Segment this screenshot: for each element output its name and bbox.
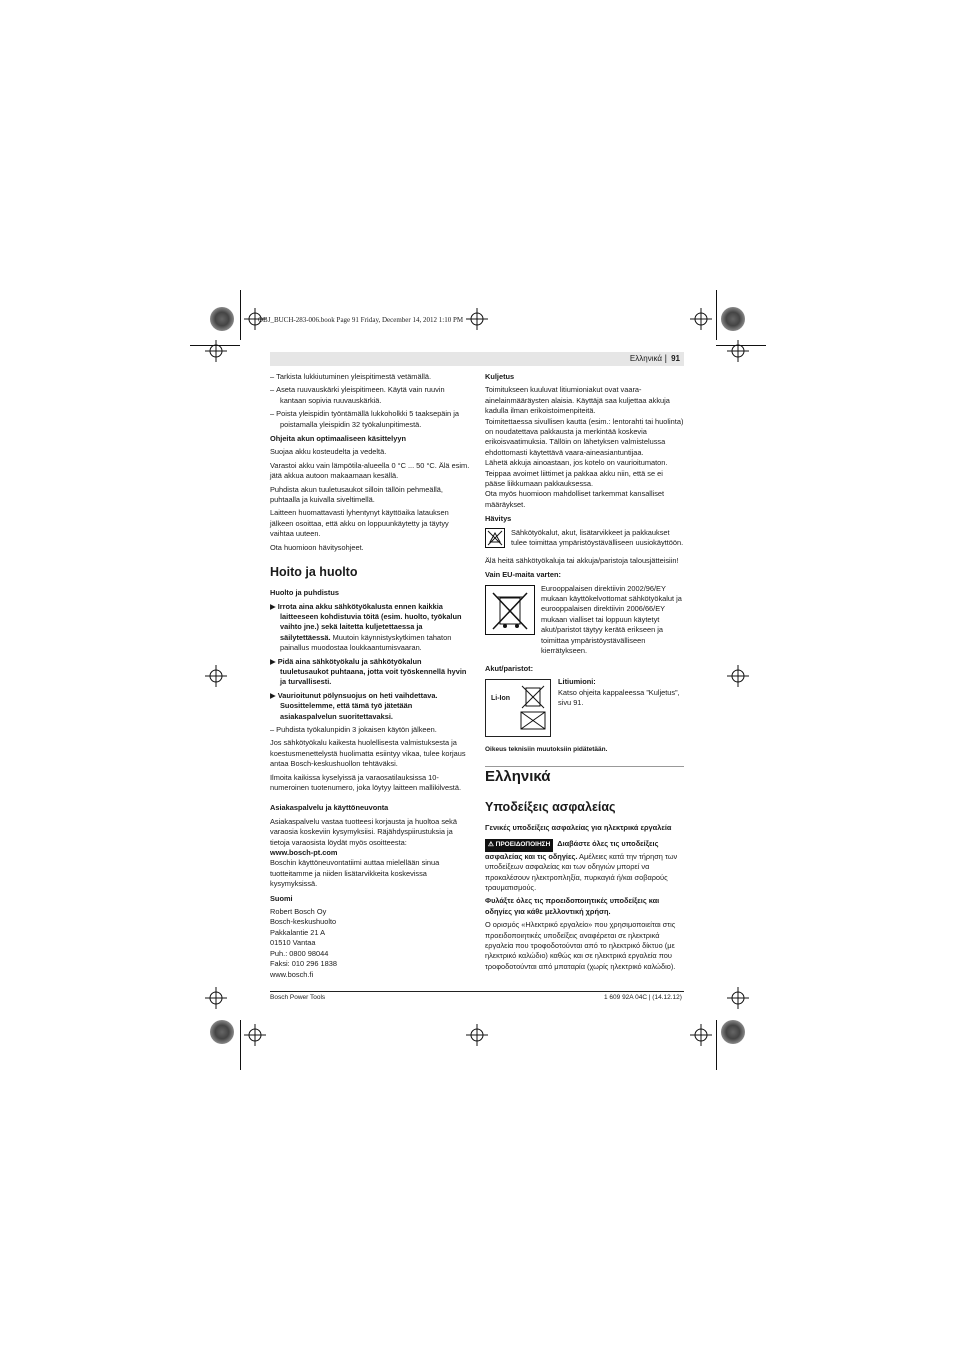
address-block — [270, 907, 470, 980]
print-header: OBJ_BUCH-283-006.book Page 91 Friday, December 14, 2012 1:10 PM — [258, 316, 464, 324]
address-line: 01510 Vantaa — [270, 938, 316, 948]
left-column — [270, 372, 470, 980]
crop-mark — [240, 290, 241, 340]
crop-mark — [240, 1020, 241, 1070]
registration-crosshair-icon — [690, 1024, 712, 1046]
paragraph: Varastoi akku vain lämpötila-alueella 0 °C ... 50 °C. Älä esim. jätä akkua autoon makaamaan kesällä. — [270, 460, 470, 481]
page-number: 91 — [671, 354, 680, 363]
paragraph: Puhdista akun tuuletusaukot silloin tällöin pehmeällä, puhtaalla ja kuivalla siveltimellä. — [270, 484, 443, 505]
registration-crosshair-icon — [466, 308, 488, 330]
paragraph: Lähetä akkuja ainoastaan, jos kotelo on vaurioitumaton. Teippaa avoimet liittimet ja pakkaa akku niin, että se ei pääse liikkumaan pakkauksessa. — [485, 458, 668, 489]
footer-rule — [270, 991, 684, 992]
disposal-block — [485, 528, 684, 552]
warning-paragraph: ⚠ ΠΡΟΕΙΔΟΠΟΙΗΣΗ Διαβάστε όλες τις υποδείξεις ασφαλείας και τις οδηγίες. Αμέλειες κατά την τήρηση των υποδείξεων ασφαλείας και των οδηγιών μπορεί να προκαλέσουν ηλεκτροπληξία, πυρκαγιά ή/και σοβαρούς τραυματισμούς. — [485, 839, 678, 893]
right-column — [485, 372, 684, 758]
crop-mark — [716, 1020, 717, 1070]
general-heading: Γενικές υποδείξεις ασφαλείας για ηλεκτρικά εργαλεία — [485, 823, 672, 832]
safety-bullet: ▶ Vaurioitunut pölynsuojus on heti vaihdettava. Suosittelemme, että tämä työ jätetään asiakaspalvelun suoritettavaksi. — [270, 690, 438, 721]
list-item: – Tarkista lukkiutuminen yleispitimestä vetämällä. — [270, 372, 432, 381]
paragraph: Ο ορισμός «Ηλεκτρικό εργαλείο» που χρησιμοποιείται στις προειδοποιητικές υποδείξεις αναφέρεται σε ηλεκτρικά εργαλεία που τροφοδοτούνται από το ηλεκτρικό δίκτυο (με ηλεκτρικό καλώδιο) καθώς και σε ηλεκτρικά εργαλεία που τροφοδοτούνται από μπαταρία (χωρίς ηλεκτρικό καλώδιο). — [485, 920, 676, 971]
crossed-bin-icon — [485, 585, 535, 635]
paragraph: Asiakaspalvelu vastaa tuotteesi korjausta ja huoltoa sekä varaosia koskeviin kysymyksiisi. Räjähdyspiirustuksia ja tietoja varaosista löydät myös osoitteesta: — [270, 816, 457, 847]
maintenance-title: Hoito ja huolto — [270, 565, 358, 580]
list-item: – Aseta ruuvauskärki yleispitimeen. Käytä vain ruuvin kantaan sopivia ruuvauskärkiä. — [270, 385, 445, 405]
li-ion-heading: Litiumioni: — [558, 676, 596, 686]
crop-mark — [716, 290, 717, 340]
address-line: Puh.: 0800 98044 — [270, 948, 329, 958]
running-head-separator: | — [664, 353, 667, 363]
address-line[interactable]: www.bosch.fi — [270, 969, 314, 979]
registration-crosshair-icon — [205, 665, 227, 687]
paragraph: Toimitukseen kuuluvat litiumioniakut ovat vaara-ainelainmääräysten alaisia. Käyttäjä saa kuljettaa akkuja kadulla ilman erikoistoimenpiteitä. — [485, 385, 670, 416]
registration-crosshair-icon — [690, 308, 712, 330]
warning-label: ⚠ ΠΡΟΕΙΔΟΠΟΙΗΣΗ — [485, 839, 553, 851]
crossed-bin-icon — [520, 684, 546, 730]
list-item: – Poista yleispidin työntämällä lukkoholkki 5 taaksepäin ja poistamalla yleispidin 32 työkalunpitimestä. — [270, 409, 459, 429]
recycle-icon — [485, 528, 505, 548]
customer-heading: Asiakaspalvelu ja käyttöneuvonta — [270, 803, 389, 813]
footer-brand: Bosch Power Tools — [270, 994, 326, 1001]
registration-crosshair-icon — [244, 308, 266, 330]
paragraph: Katso ohjeita kappaleessa ”Kuljetus”, sivu 91. — [558, 687, 680, 708]
safety-title: Υποδείξεις ασφαλείας — [485, 800, 616, 814]
registration-crosshair-icon — [244, 1024, 266, 1046]
paragraph: Ota myös huomioon mahdolliset tarkemmat kansalliset määräykset. — [485, 489, 665, 509]
list-item: – Puhdista työkalunpidin 3 jokaisen käytön jälkeen. — [270, 724, 437, 734]
disposal-heading: Hävitys — [485, 514, 512, 524]
footer-code: 1 609 92A 04C | (14.12.12) — [604, 994, 682, 1001]
greek-title: Ελληνικά — [485, 768, 551, 785]
paragraph: Toimitettaessa sivullisen kautta (esim.: lentorahti tai huolinta) on noudatettava pakkausta ja merkintää koskevia erikoisvaatimuksia. Tällöin on lähetyksen valmistelussa ehdottomasti käytettävä vaara-aineasiantuntijaa. — [485, 416, 684, 457]
cleaning-heading: Huolto ja puhdistus — [270, 588, 339, 598]
li-ion-label: Li-Ion — [491, 694, 511, 702]
registration-crosshair-icon — [205, 340, 227, 362]
running-head — [270, 352, 684, 366]
safety-bullet: ▶ Pidä aina sähkötyökalu ja sähkötyökalun tuuletusaukot puhtaana, jotta voit työskennellä hyvin ja turvallisesti. — [270, 656, 467, 687]
website-link[interactable]: www.bosch-pt.com — [270, 848, 338, 858]
paragraph: Älä heitä sähkötyökaluja tai akkuja/paristoja talousjätteisiin! — [485, 555, 679, 565]
registration-crosshair-icon — [727, 665, 749, 687]
country-heading: Suomi — [270, 893, 293, 903]
address-line: Robert Bosch Oy — [270, 907, 327, 917]
keep-instructions: Φυλάξτε όλες τις προειδοποιητικές υποδείξεις και οδηγίες για κάθε μελλοντική χρήση. — [485, 896, 660, 916]
batteries-block — [485, 677, 684, 743]
paragraph: Ota huomioon hävitysohjeet. — [270, 542, 364, 552]
registration-rosette-icon — [721, 307, 745, 331]
section-divider — [485, 766, 684, 767]
registration-rosette-icon — [721, 1020, 745, 1044]
safety-bullet: ▶ Irrota aina akku sähkötyökalusta ennen kaikkia laitteeseen kohdistuvia töitä (esim. huolto, työkalun vaihto jne.) sekä laitetta kuljetettaessa ja säilytettäessä. Muutoin käynnistyskytkimen tahaton painallus muodostaa loukkaantumisvaaran. — [270, 601, 462, 653]
li-ion-icon-box — [485, 679, 551, 737]
address-line: Pakkalantie 21 A — [270, 927, 326, 937]
eu-heading: Vain EU-maita varten: — [485, 570, 561, 580]
paragraph: Sähkötyökalut, akut, lisätarvikkeet ja pakkaukset tulee toimittaa ympäristöystävälliseen uusiokäyttöön. — [511, 527, 684, 548]
rights-notice: Oikeus teknisiin muutoksiin pidätetään. — [485, 745, 608, 753]
paragraph: Ilmoita kaikissa kyselyissä ja varaosatilauksissa 10-numeroinen tuotenumero, joka löytyy laitteen mallikilvestä. — [270, 772, 462, 792]
registration-rosette-icon — [210, 1020, 234, 1044]
registration-crosshair-icon — [727, 340, 749, 362]
address-line: Bosch-keskushuolto — [270, 917, 337, 927]
running-head-language: Ελληνικά — [629, 354, 662, 363]
paragraph: Boschin käyttöneuvontatiimi auttaa mielellään sinua tuotteitamme ja niiden lisätarvikkeita koskevissa kysymyksissä. — [270, 858, 440, 889]
paragraph: Eurooppalaisen direktiivin 2002/96/EY mukaan käyttökelvottomat sähkötyökalut ja eurooppalaisen direktiivin 2006/66/EY mukaan vialliset tai loppuun käytetyt akut/paristot täytyy kerätä erikseen ja toimittaa ympäristöystävälliseen kierrätykseen. — [541, 583, 682, 655]
paragraph: Laitteen huomattavasti lyhentynyt käyttöaika latauksen jälkeen osoittaa, että akku on loppuunkäytetty ja täytyy vaihtaa uuteen. — [270, 508, 449, 539]
batteries-heading: Akut/paristot: — [485, 663, 534, 673]
registration-crosshair-icon — [205, 987, 227, 1009]
registration-crosshair-icon — [466, 1024, 488, 1046]
greek-section — [485, 768, 684, 975]
paragraph: Suojaa akku kosteudelta ja vedeltä. — [270, 447, 387, 457]
address-line: Faksi: 010 296 1838 — [270, 959, 337, 969]
eu-block — [485, 584, 684, 660]
transport-heading: Kuljetus — [485, 372, 515, 381]
battery-heading: Ohjeita akun optimaaliseen käsittelyyn — [270, 434, 406, 444]
registration-rosette-icon — [210, 307, 234, 331]
registration-crosshair-icon — [727, 987, 749, 1009]
paragraph: Jos sähkötyökalu kaikesta huolellisesta valmistuksesta ja koestusmenettelystä huolimatta esiintyy vikaa, tulee korjaus antaa Bosch-keskushuollon tehtäväksi. — [270, 738, 466, 769]
